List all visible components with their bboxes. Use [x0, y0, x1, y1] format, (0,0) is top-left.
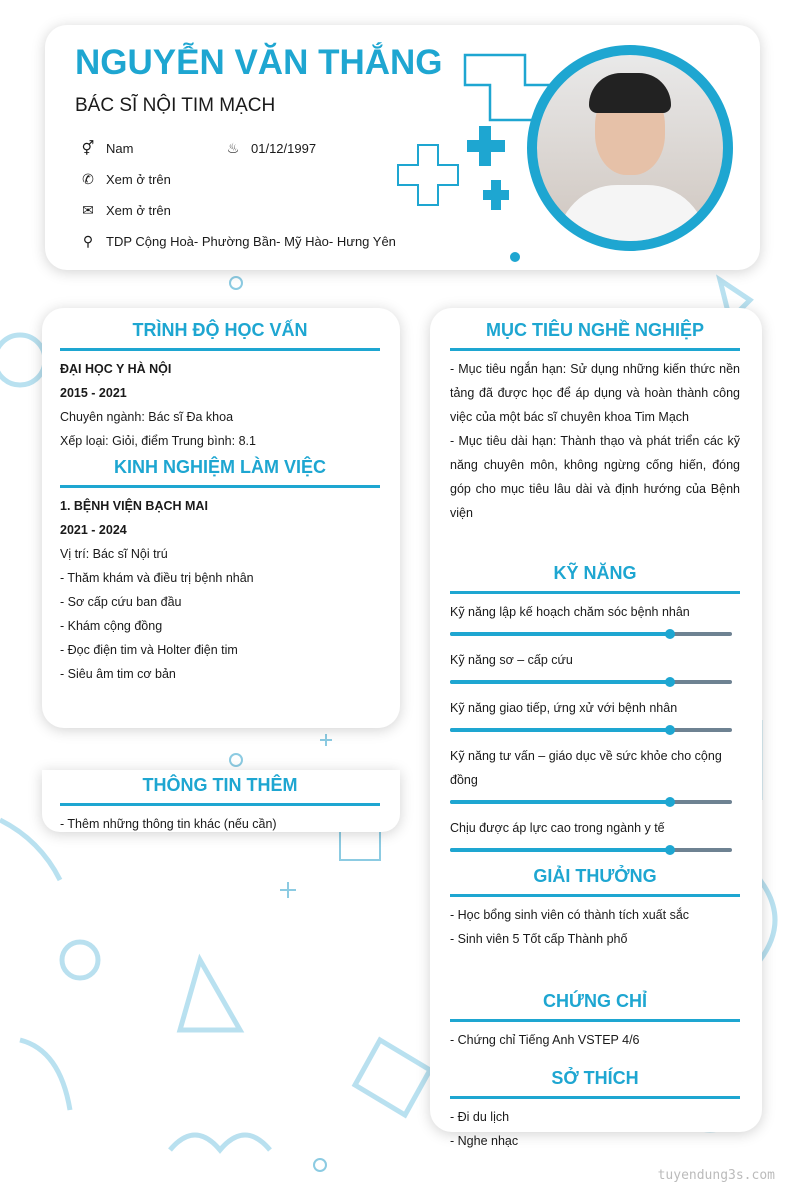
skill-level-bar — [450, 800, 732, 804]
skill-item — [450, 816, 740, 852]
education-major: Chuyên ngành: Bác sĩ Đa khoa — [60, 410, 234, 424]
certificates-heading: CHỨNG CHỈ — [450, 989, 740, 1022]
profile-photo — [527, 45, 733, 251]
skill-item — [450, 696, 740, 732]
header-card — [45, 25, 760, 270]
skill-level-fill — [450, 632, 670, 636]
hobby-item: - Đi du lịch — [450, 1110, 510, 1124]
skill-level-bar — [450, 848, 732, 852]
extra-info-card — [42, 770, 400, 832]
address-row — [80, 233, 396, 250]
gender-value: Nam — [106, 141, 134, 156]
experience-position: Vị trí: Bác sĩ Nội trú — [60, 547, 168, 561]
certificate-item: - Chứng chỉ Tiếng Anh VSTEP 4/6 — [450, 1033, 640, 1047]
envelope-icon: ✉ — [82, 202, 94, 218]
skills-list — [450, 600, 740, 852]
skill-label: Kỹ năng sơ – cấp cứu — [450, 653, 573, 667]
education-heading: TRÌNH ĐỘ HỌC VẤN — [60, 318, 380, 351]
gender-row — [80, 140, 133, 157]
education-years: 2015 - 2021 — [60, 386, 127, 400]
skill-item — [450, 744, 740, 804]
skill-label: Kỹ năng lập kế hoạch chăm sóc bệnh nhân — [450, 605, 690, 619]
watermark: tuyendung3s.com — [657, 1168, 775, 1183]
skill-level-handle — [665, 629, 675, 639]
email-row — [80, 202, 171, 219]
birthday-cake-icon: ♨ — [226, 140, 240, 156]
awards-heading: GIẢI THƯỞNG — [450, 864, 740, 897]
hobbies-heading: SỞ THÍCH — [450, 1066, 740, 1099]
skill-item — [450, 648, 740, 684]
skill-label: Kỹ năng giao tiếp, ứng xử với bệnh nhân — [450, 701, 678, 715]
email-value: Xem ở trên — [106, 203, 171, 218]
skill-level-handle — [665, 797, 675, 807]
skill-level-fill — [450, 680, 670, 684]
task-item: - Đọc điện tim và Holter điện tim — [60, 643, 238, 657]
skill-level-fill — [450, 800, 670, 804]
school-name: ĐẠI HỌC Y HÀ NỘI — [60, 362, 172, 376]
skill-level-bar — [450, 632, 732, 636]
experience-years: 2021 - 2024 — [60, 523, 127, 537]
job-title: BÁC SĨ NỘI TIM MẠCH — [75, 95, 276, 116]
skill-level-fill — [450, 728, 670, 732]
skill-level-bar — [450, 728, 732, 732]
phone-icon: ✆ — [82, 171, 94, 187]
birthday-row — [225, 140, 316, 157]
skill-level-fill — [450, 848, 670, 852]
skill-level-handle — [665, 845, 675, 855]
phone-value: Xem ở trên — [106, 172, 171, 187]
skills-heading: KỸ NĂNG — [450, 561, 740, 594]
company-name: 1. BỆNH VIỆN BẠCH MAI — [60, 499, 208, 513]
task-item: - Khám cộng đồng — [60, 619, 163, 633]
objective-short: - Mục tiêu ngắn hạn: Sử dụng những kiến thức nền tảng đã được học để áp dụng và hoàn thành công việc của một bác sĩ chuyên khoa Tim Mạch — [450, 362, 740, 424]
location-pin-icon: ⚲ — [82, 233, 94, 249]
objective-long: - Mục tiêu dài hạn: Thành thạo và phát triển các kỹ năng chuyên môn, không ngừng cống hiến, đóng góp cho mục tiêu lâu dài và định hướng của Bệnh viện — [450, 434, 740, 520]
objective-heading: MỤC TIÊU NGHỀ NGHIỆP — [450, 318, 740, 351]
left-card — [42, 308, 400, 728]
education-grade: Xếp loại: Giỏi, điểm Trung bình: 8.1 — [60, 434, 256, 448]
task-item: - Siêu âm tim cơ bản — [60, 667, 176, 681]
award-item: - Sinh viên 5 Tốt cấp Thành phố — [450, 932, 628, 946]
right-card — [430, 308, 762, 1148]
skill-level-handle — [665, 725, 675, 735]
hobby-item: - Nghe nhạc — [450, 1134, 519, 1148]
skill-level-bar — [450, 680, 732, 684]
skill-level-handle — [665, 677, 675, 687]
phone-row — [80, 171, 171, 188]
extra-heading: THÔNG TIN THÊM — [60, 773, 380, 806]
skill-label: Kỹ năng tư vấn – giáo dục về sức khỏe cho cộng đồng — [450, 749, 722, 787]
extra-text: - Thêm những thông tin khác (nếu cần) — [60, 817, 277, 831]
skill-item — [450, 600, 740, 636]
address-value: TDP Cộng Hoà- Phường Bần- Mỹ Hào- Hưng Yên — [106, 234, 396, 249]
candidate-name: NGUYỄN VĂN THẮNG — [75, 43, 443, 82]
experience-heading: KINH NGHIỆM LÀM VIỆC — [60, 455, 380, 488]
gender-icon: ⚥ — [81, 140, 95, 156]
task-item: - Sơ cấp cứu ban đầu — [60, 595, 182, 609]
birthday-value: 01/12/1997 — [251, 141, 317, 156]
skill-label: Chịu được áp lực cao trong ngành y tế — [450, 821, 665, 835]
task-item: - Thăm khám và điều trị bệnh nhân — [60, 571, 254, 585]
award-item: - Học bổng sinh viên có thành tích xuất sắc — [450, 908, 690, 922]
